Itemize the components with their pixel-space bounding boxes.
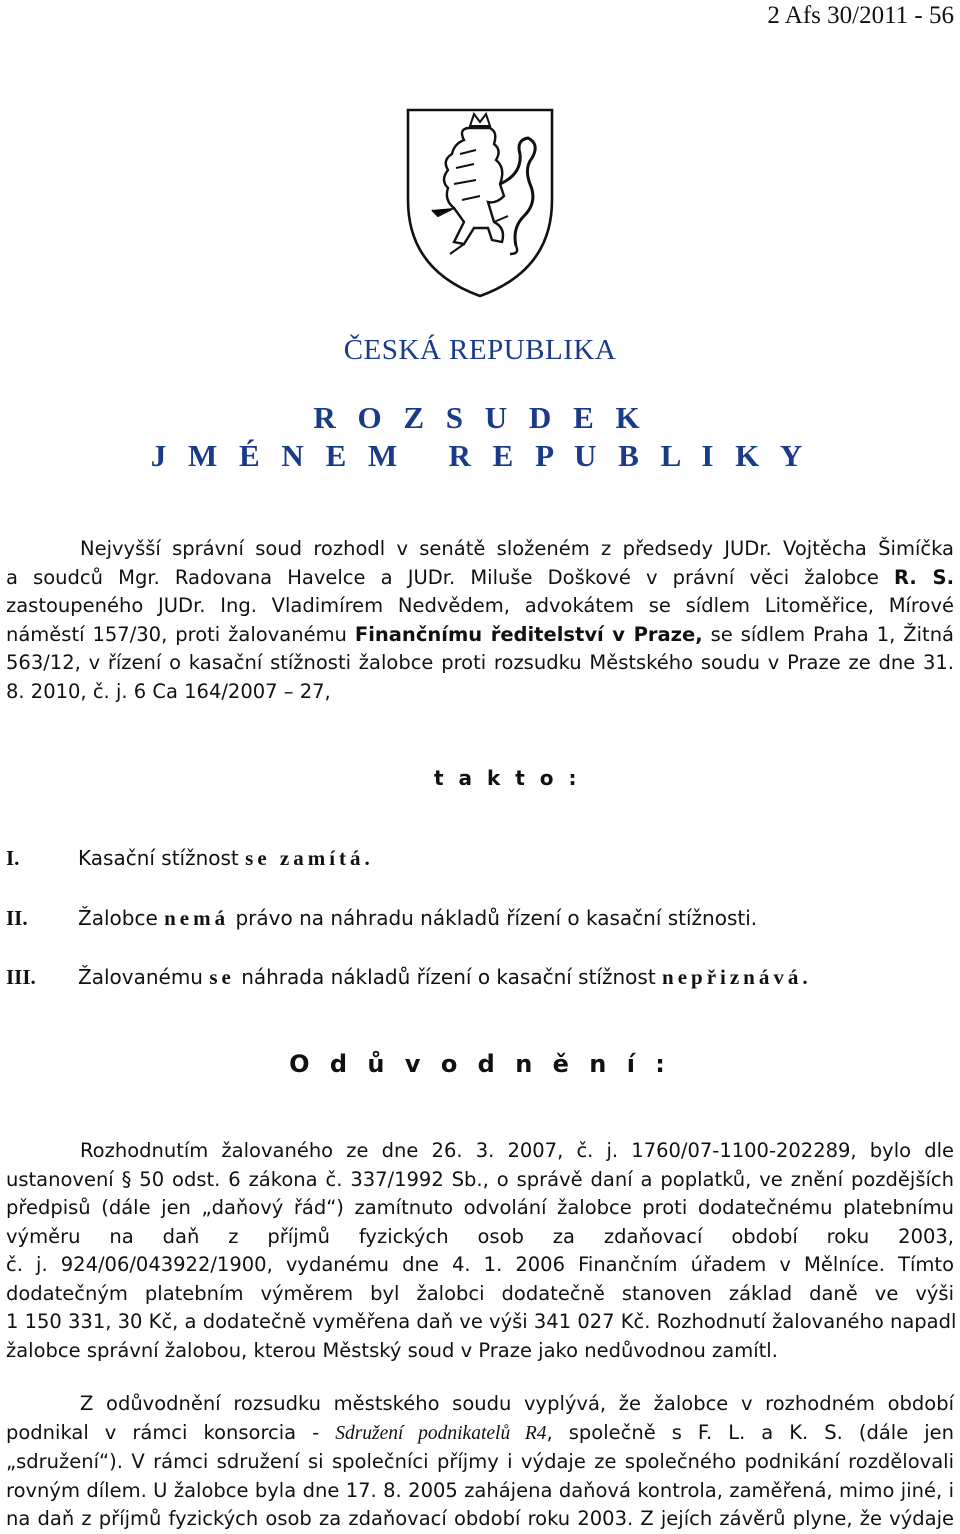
intro-line: zastoupeného JUDr. Ing. Vladimírem Nedvědem, advokátem se sídlem Litoměřice, Mírové: [6, 594, 954, 617]
state-coat-of-arms-emblem: [404, 104, 556, 300]
paragraph-line: ustanovení § 50 odst. 6 zákona č. 337/1992 Sb., o správě daní a poplatků, ve znění pozdějších: [6, 1167, 954, 1191]
verdict-number: III.: [6, 965, 36, 989]
intro-line: Nejvyšší správní soud rozhodl v senátě složeném z předsedy JUDr. Vojtěcha Šimíčka: [80, 537, 954, 560]
document-reference: 2 Afs 30/2011 - 56: [767, 2, 954, 29]
intro-line: náměstí 157/30, proti žalovanému Finančnímu ředitelství v Praze, se sídlem Praha 1, Žitná: [6, 622, 955, 646]
paragraph-line: č. j. 924/06/043922/1900, vydanému dne 4. 1. 2006 Finančním úřadem v Mělníce. Tímto: [6, 1253, 954, 1276]
paragraph-line: Rozhodnutím žalovaného ze dne 26. 3. 2007, č. j. 1760/07-1100-202289, bylo dle: [80, 1139, 954, 1162]
intro-line: 8. 2010, č. j. 6 Ca 164/2007 – 27,: [6, 679, 331, 703]
takto-heading: t a k t o :: [434, 766, 581, 790]
reasoning-paragraph-1: [6, 1137, 957, 1365]
paragraph-line: „sdružení“). V rámci sdružení si společníci příjmy i výdaje ze společného podnikání rozdělovali: [6, 1450, 954, 1473]
paragraph-line: výměru na daň z příjmů fyzických osob za zdaňovací období roku 2003,: [6, 1224, 954, 1248]
paragraph-line: dodatečným platebním výměrem byl žalobci dodatečně stanoven základ daně ve výši: [6, 1281, 954, 1305]
intro-paragraph: [6, 535, 954, 706]
intro-line: a soudců Mgr. Radovana Havelce a JUDr. Miluše Doškové v právní věci žalobce R. S.: [6, 565, 954, 589]
plaintiff-name: R. S.: [894, 565, 954, 589]
paragraph-line: předpisů (dále jen „daňový řád“) zamítnuto odvolání žalobce proti dodatečnému platebnímu: [6, 1196, 954, 1219]
verdict-title: R O Z S U D E K: [313, 400, 647, 435]
reasoning-paragraph-2: [6, 1390, 954, 1534]
verdict-subtitle: J M É N E M R E P U B L I K Y: [150, 438, 810, 473]
paragraph-line: Z odůvodnění rozsudku městského soudu vyplývá, že žalobce v rozhodném období: [80, 1392, 954, 1415]
paragraph-line: 1 150 331, 30 Kč, a dodatečně vyměřena daň ve výši 341 027 Kč. Rozhodnutí žalovaného napadl: [6, 1310, 957, 1333]
paragraph-line: rovným dílem. U žalobce byla dne 17. 8. 2005 zahájena daňová kontrola, zaměřená, mimo jiné, i: [6, 1478, 954, 1502]
paragraph-line: podnikal v rámci konsorcia - Sdružení podnikatelů R4, společně s F. L. a K. S. (dále jen: [6, 1420, 954, 1444]
reasoning-heading: O d ů v o d n ě n í :: [289, 1050, 671, 1078]
verdict-number: II.: [6, 906, 28, 930]
paragraph-line: žalobce správní žalobou, kterou Městský soud v Praze jako nedůvodnou zamítl.: [6, 1338, 778, 1362]
country-name: ČESKÁ REPUBLIKA: [343, 334, 617, 366]
association-name: Sdružení podnikatelů R4: [335, 1422, 547, 1444]
verdict-number: I.: [6, 846, 20, 870]
defendant-name: Finančnímu ředitelství v Praze,: [354, 622, 703, 646]
paragraph-line: na daň z příjmů fyzických osob za zdaňovací období roku 2003. Z jejích závěrů plyne, že výdaje: [6, 1507, 954, 1530]
intro-line: 563/12, v řízení o kasační stížnosti žalobce proti rozsudku Městského soudu v Praze ze dne 31.: [6, 651, 954, 674]
